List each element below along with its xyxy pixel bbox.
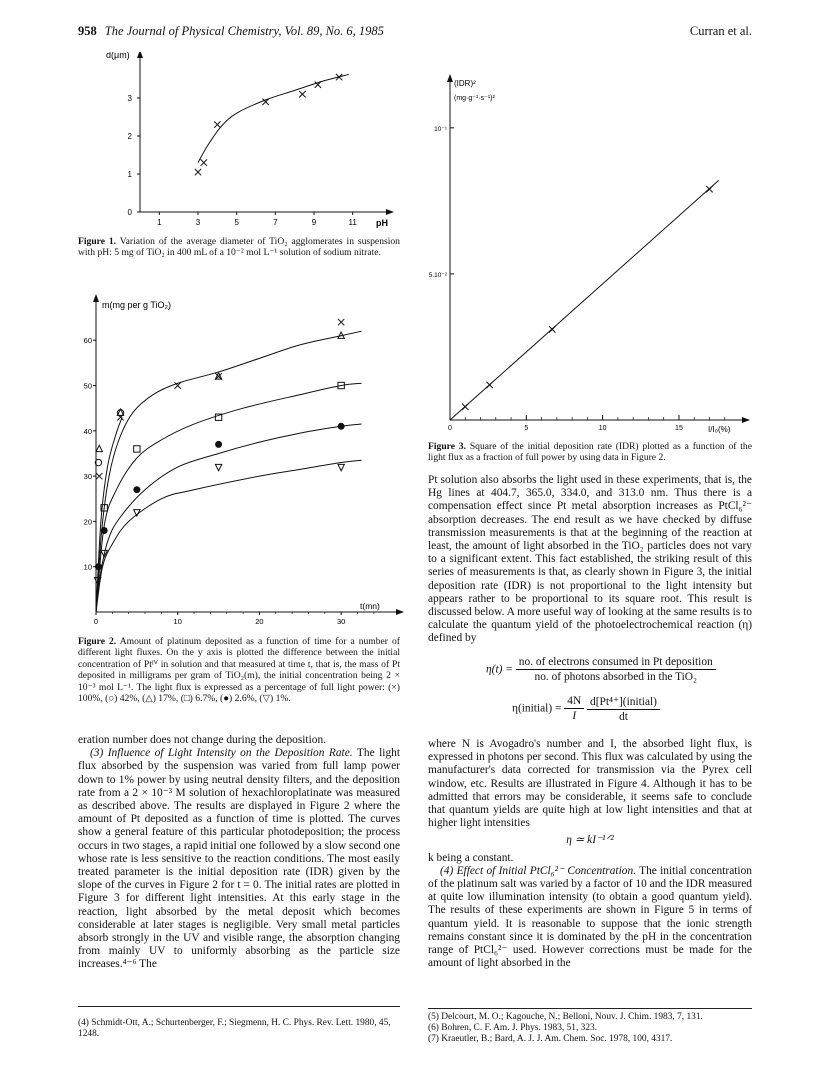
eq2-denominator-2: dt (619, 711, 628, 723)
x-tick-label: 11 (348, 218, 357, 227)
eq2-numerator-2: d[Pt⁴⁺](initial) (587, 694, 660, 710)
running-header (78, 24, 384, 39)
x-tick-label: 5 (234, 218, 239, 227)
series-curve (96, 383, 362, 612)
x-axis-label: I/I₀(%) (708, 425, 731, 434)
x-tick-label: 15 (675, 425, 683, 432)
eq2-numerator-1: 4N (564, 695, 584, 709)
equation-2 (512, 694, 660, 723)
data-point (338, 423, 345, 430)
equation-1 (486, 656, 716, 683)
right-column-text-1 (428, 474, 752, 646)
figure-1-caption (78, 236, 400, 259)
figure-3-caption (428, 441, 752, 464)
data-point (101, 527, 108, 534)
series-curve (96, 331, 362, 612)
x-axis-label: t(mn) (360, 601, 380, 611)
x-tick-label: 1 (157, 218, 162, 227)
y-axis-label: d(μm) (106, 52, 130, 60)
y-tick-label: 0 (127, 208, 132, 217)
y-tick-label: 40 (83, 426, 92, 436)
x-tick-label: 3 (195, 218, 201, 227)
footnote-rule-right (428, 1008, 752, 1009)
figure-2-caption (78, 636, 400, 704)
authors-header: Curran et al. (689, 24, 752, 38)
fit-curve (198, 74, 349, 162)
journal-title: The Journal of Physical Chemistry, Vol. 89, No. 6, 1985 (104, 24, 384, 38)
data-point (96, 445, 102, 451)
x-tick-label: 0 (448, 425, 452, 432)
data-point (486, 382, 492, 388)
y-tick-label: 3 (127, 94, 132, 103)
x-tick-label: 10 (173, 617, 182, 626)
figure-3-label: Figure 3. (428, 441, 466, 452)
footnote-5: (5) Delcourt, M. O.; Kagouche, N.; Belloni, Nouv. J. Chim. 1983, 7, 131. (428, 1012, 703, 1022)
data-point (706, 186, 712, 192)
right-paragraph-2: where N is Avogadro's number and I, the absorbed light flux, is expressed in photons per second. This flux was calculated by using the manufacturer's data corrected for transmission via the Pyrex cell window, etc. Results are illustrated in Figure 4. Although it has to be admitted that errors may be considerable, it seems safe to conclude that quantum yields are quite high at low light intensities and that at higher light intensities (428, 738, 752, 830)
y-axis-units: (mg·g⁻¹·s⁻¹)² (454, 95, 495, 102)
footnotes-right (428, 1012, 752, 1044)
x-axis-arrow (742, 417, 750, 423)
paragraph-0: eration number does not change during the deposition. (78, 734, 327, 746)
y-axis-label: (IDR)² (454, 79, 476, 88)
figure-2-label: Figure 2. (78, 636, 117, 647)
eq1-denominator: no. of photons absorbed in the TiO₂ (534, 671, 698, 683)
figure-3-chart (420, 52, 760, 442)
data-point (134, 446, 140, 452)
x-tick-label: 30 (336, 617, 346, 626)
data-point (195, 169, 201, 175)
figure-3-caption-text: Square of the initial deposition rate (IDR) plotted as a function of the light flux as a fraction of full power by using data in Figure 2. (428, 441, 752, 464)
section-3-body: The light flux absorbed by the suspension was varied from full lamp power down to 1% power by using neutral density filters, and the deposition rate from a 2 × 10⁻³ M solution of hexachloroplatinate was measured as described above. The results are displayed in Figure 2 where the amount of Pt deposited as a function of time is plotted. The curves show a general feature of this particular photodeposition; the process occurs in two stages, a rapid initial one followed by a slow second one whose rate is less sensitive to the reaction conditions. The most easily treated parameter is the initial deposition rate (IDR) given by the slope of the curves in Figure 2 for t = 0. The initial rates are plotted in Figure 3 for different light intensities. At this early stage in the reaction, light absorbed by the metal deposit which becomes considerable at later stages is negligible. Very small metal particles absorb strongly in the UV and visible range, the absorption changing from mainly UV to uniformly absorbing as the particle size increases.⁴⁻⁶ The (78, 747, 400, 971)
eq1-lhs: η(t) = (486, 663, 513, 676)
x-axis-label: pH (376, 218, 388, 228)
section-4-body: The initial concentration of the platinum salt was varied by a factor of 10 and the IDR measured at quite low illumination intensity (to obtain a good quantum yield). The results of these experiments are shown in Figure 5 in terms of quantum yield. It is reasonable to suppose that the ionic strength remains constant since it is dominated by the pH in the concentration range of PtCl₆²⁻ used. However corrections must be made for the amount of light absorbed in the (428, 864, 752, 970)
y-tick-label: 30 (83, 472, 92, 482)
footnote-4: (4) Schmidt-Ott, A.; Schurtenberger, F.; Siegmenn, H. C. Phys. Rev. Lett. 1980, 45, 1248. (78, 1018, 391, 1039)
y-axis-arrow (93, 294, 99, 302)
right-paragraph-1: Pt solution also absorbs the light used in these experiments, that is, the Hg lines at 404.7, 365.0, 334.0, and 313.0 nm. Thus there is a compensation effect since Pt metal absorption increases as PtCl₆²⁻ absorption decreases. The end result as we have checked by diffuse transmission measurements is that at the beginning of the reaction at least, the amount of light absorbed in the TiO₂ particles does not vary to a significant extent. This fact established, the striking result of this series of measurements is that, as clearly shown in Figure 3, the initial deposition rate (IDR) is not proportional to the light intensity but appears rather to be proportional to its square root. This result is discussed below. A more useful way of looking at the same results is to calculate the quantum yield of the photoelectrochemical reaction (η) defined by (428, 474, 752, 645)
footnote-7: (7) Kraeutler, B.; Bard, A. J. J. Am. Chem. Soc. 1978, 100, 4317. (428, 1033, 673, 1044)
x-tick-label: 10 (598, 425, 607, 432)
data-point (462, 404, 468, 410)
data-point (299, 91, 305, 97)
data-point (215, 441, 222, 448)
eq1-numerator: no. of electrons consumed in Pt deposition (516, 656, 716, 670)
section-3-heading: (3) Influence of Light Intensity on the Deposition Rate. (90, 747, 353, 760)
figure-2-caption-text: Amount of platinum deposited as a function of time for a number of different light fluxes. On the y axis is plotted the difference between the initial concentration of Ptᴵⱽ in solution and that measured at time t, that is, the mass of Pt deposited in milligrams per gram of TiO₂(m), the initial concentration being 2 × 10⁻³ mol L⁻¹. The light flux is expressed as a percentage of full light power: (×) 100%, (○) 42%, (△) 17%, (□) 6.7%, (●) 2.6%, (▽) 1%. (78, 636, 400, 705)
data-point (214, 121, 220, 127)
eq1-fraction (516, 656, 716, 683)
x-tick-label: 7 (273, 218, 278, 227)
right-column-text-2 (428, 738, 752, 970)
data-point (549, 326, 555, 332)
paragraph-1 (78, 747, 400, 971)
y-tick-label: 10 (83, 562, 92, 572)
x-tick-label: 20 (255, 617, 264, 626)
data-point (133, 486, 140, 493)
x-axis-arrow (386, 209, 394, 215)
y-axis-label: m(mg per g TiO₂) (102, 300, 172, 310)
data-point (95, 563, 102, 570)
y-tick-label: 1 (127, 170, 132, 179)
right-paragraph-3: k being a constant. (428, 851, 514, 864)
x-axis-arrow (396, 609, 404, 615)
page-number: 958 (78, 24, 97, 38)
equation-3: η ≃ kI⁻¹ᐟ² (566, 834, 614, 847)
section-4-heading: (4) Effect of Initial PtCl₆²⁻ Concentration. (440, 864, 636, 877)
y-tick-label: 60 (83, 336, 92, 346)
data-point (338, 464, 344, 470)
y-tick-label: 50 (83, 381, 92, 391)
series-curve (96, 460, 362, 612)
y-tick-label: 10⁻¹ (434, 125, 447, 133)
footnote-6: (6) Bohren, C. F. Am. J. Phys. 1983, 51, 323. (428, 1022, 598, 1033)
eq2-denominator-1: I (572, 710, 577, 722)
y-axis-arrow (447, 74, 453, 82)
left-column-text (78, 734, 400, 972)
data-point (338, 319, 344, 325)
eq2-lhs: η(initial) = (512, 702, 562, 715)
y-tick-label: 2 (127, 132, 132, 141)
figure-1-label: Figure 1. (78, 236, 117, 247)
y-tick-label: 20 (83, 517, 92, 527)
data-point (96, 473, 102, 479)
right-paragraph-4 (428, 865, 752, 971)
figure-1-caption-text: Variation of the average diameter of TiO₂ agglomerates in suspension with pH: 5 mg of TiO₂ in 400 mL of a 10⁻² mol L⁻¹ solution of sodium nitrate. (78, 236, 400, 259)
x-tick-label: 5 (524, 425, 529, 432)
figure-2-chart (78, 282, 408, 634)
y-tick-label: 5.10⁻² (428, 271, 447, 279)
eq2-fraction-1 (564, 695, 584, 722)
figure-1-chart (90, 52, 410, 232)
data-point (215, 464, 221, 470)
footnotes-left (78, 1018, 400, 1040)
eq2-fraction-2 (587, 694, 660, 723)
data-point (201, 159, 207, 165)
y-axis-arrow (137, 52, 143, 58)
footnote-rule-left (78, 1006, 400, 1007)
x-tick-label: 9 (311, 218, 317, 227)
x-tick-label: 0 (93, 617, 99, 626)
